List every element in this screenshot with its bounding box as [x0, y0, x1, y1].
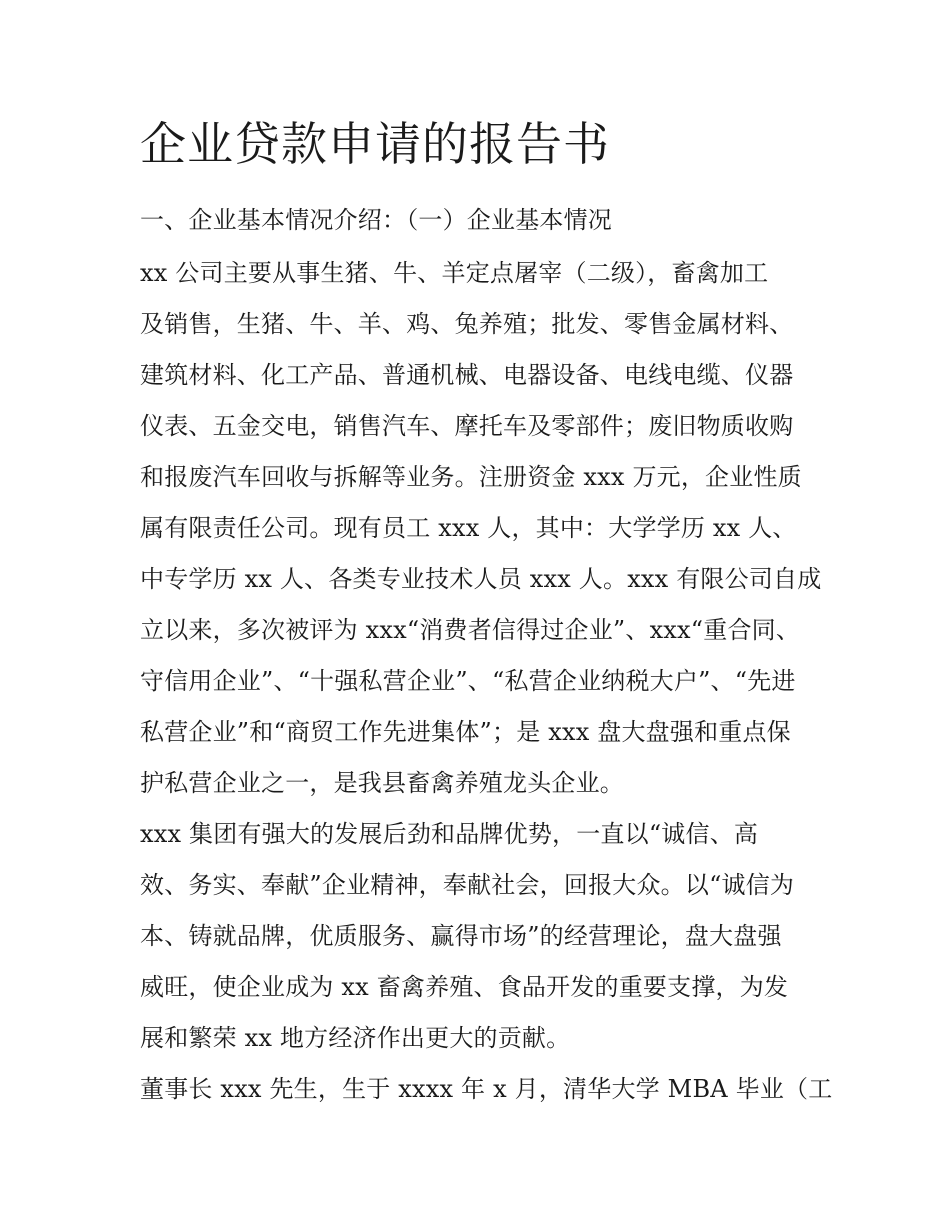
paragraph-line: xx 公司主要从事生猪、牛、羊定点屠宰（二级），畜禽加工: [140, 259, 769, 287]
paragraph-line: 建筑材料、化工产品、普通机械、电器设备、电线电缆、仪器: [140, 361, 794, 389]
paragraph-line: 护私营企业之一，是我县畜禽养殖龙头企业。: [140, 769, 624, 797]
paragraph-line: 本、铸就品牌，优质服务、赢得市场”的经营理论，盘大盘强: [140, 922, 782, 950]
paragraph-line: 效、务实、奉献”企业精神，奉献社会，回报大众。以“诚信为: [140, 871, 795, 899]
paragraph-line: 展和繁荣 xx 地方经济作出更大的贡献。: [140, 1024, 571, 1052]
paragraph-line: 立以来，多次被评为 xxx“消费者信得过企业”、xxx“重合同、: [140, 616, 801, 644]
paragraph-line: 守信用企业”、“十强私营企业”、“私营企业纳税大户”、“先进: [140, 667, 796, 695]
paragraph-line: 中专学历 xx 人、各类专业技术人员 xxx 人。xxx 有限公司自成: [140, 565, 822, 593]
paragraph-line: 董事长 xxx 先生，生于 xxxx 年 x 月，清华大学 MBA 毕业（工: [140, 1075, 833, 1103]
paragraph-line: 威旺，使企业成为 xx 畜禽养殖、食品开发的重要支撑，为发: [140, 973, 789, 1001]
paragraph-line: 属有限责任公司。现有员工 xxx 人，其中：大学学历 xx 人、: [140, 514, 797, 542]
paragraph-line: 和报废汽车回收与拆解等业务。注册资金 xxx 万元，企业性质: [140, 463, 802, 491]
section-heading: 一、企业基本情况介绍：（一）企业基本情况: [140, 206, 612, 234]
paragraph-line: 仪表、五金交电，销售汽车、摩托车及零部件；废旧物质收购: [140, 412, 794, 440]
document-title: 企业贷款申请的报告书: [140, 117, 610, 171]
paragraph-line: 私营企业”和“商贸工作先进集体”；是 xxx 盘大盘强和重点保: [140, 718, 791, 746]
paragraph-line: xxx 集团有强大的发展后劲和品牌优势，一直以“诚信、高: [140, 820, 759, 848]
paragraph-line: 及销售，生猪、牛、羊、鸡、兔养殖；批发、零售金属材料、: [140, 310, 794, 338]
